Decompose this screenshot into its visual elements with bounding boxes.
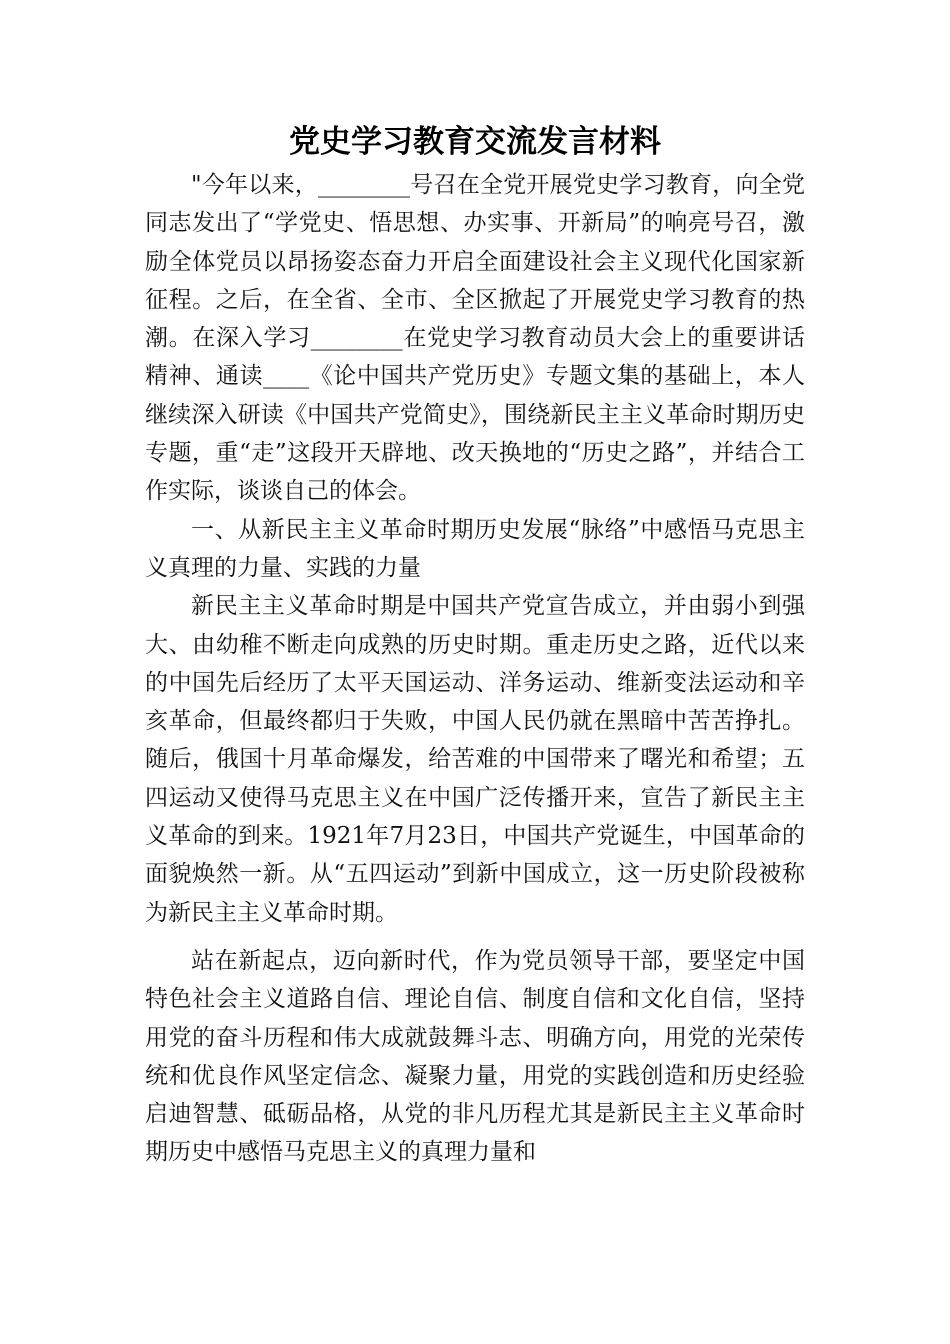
- document-title: 党史学习教育交流发言材料: [289, 124, 661, 160]
- document-body: [145, 166, 805, 1172]
- section-heading-1: 一、从新民主主义革命时期历史发展“脉络”中感悟马克思主义真理的力量、实践的力量: [145, 516, 805, 581]
- paragraph-history: 新民主主义革命时期是中国共产党宣告成立，并由弱小到强大、由幼稚不断走向成熟的历史时期。重走历史之路，近代以来的中国先后经历了太平天国运动、洋务运动、维新变法运动和辛亥革命，但最终都归于失败，中国人民仍就在黑暗中苦苦挣扎。随后，俄国十月革命爆发，给苦难的中国带来了曙光和希望；五四运动又使得马克思主义在中国广泛传播开来，宣告了新民主主义革命的到来。1921年7月23日，中国共产党诞生，中国革命的面貌焕然一新。从“五四运动”到新中国成立，这一历史阶段被称为新民主主义革命时期。: [145, 593, 805, 926]
- paragraph-new-era: 站在新起点，迈向新时代，作为党员领导干部，要坚定中国特色社会主义道路自信、理论自信、制度自信和文化自信，坚持用党的奋斗历程和伟大成就鼓舞斗志、明确方向，用党的光荣传统和优良作风坚定信念、凝聚力量，用党的实践创造和历史经验启迪智慧、砥砺品格，从党的非凡历程尤其是新民主主义革命时期历史中感悟马克思主义的真理力量和: [145, 947, 805, 1166]
- paragraph-intro: "今年以来，________号召在全党开展党史学习教育，向全党同志发出了“学党史、悟思想、办实事、开新局”的响亮号召，激励全体党员以昂扬姿态奋力开启全面建设社会主义现代化国家新征程。之后，在全省、全市、全区掀起了开展党史学习教育的热潮。在深入学习________在党史学习教育动员大会上的重要讲话精神、通读____《论中国共产党历史》专题文集的基础上，本人继续深入研读《中国共产党简史》，围绕新民主主义革命时期历史专题，重“走”这段开天辟地、改天换地的“历史之路”，并结合工作实际，谈谈自己的体会。: [145, 172, 805, 505]
